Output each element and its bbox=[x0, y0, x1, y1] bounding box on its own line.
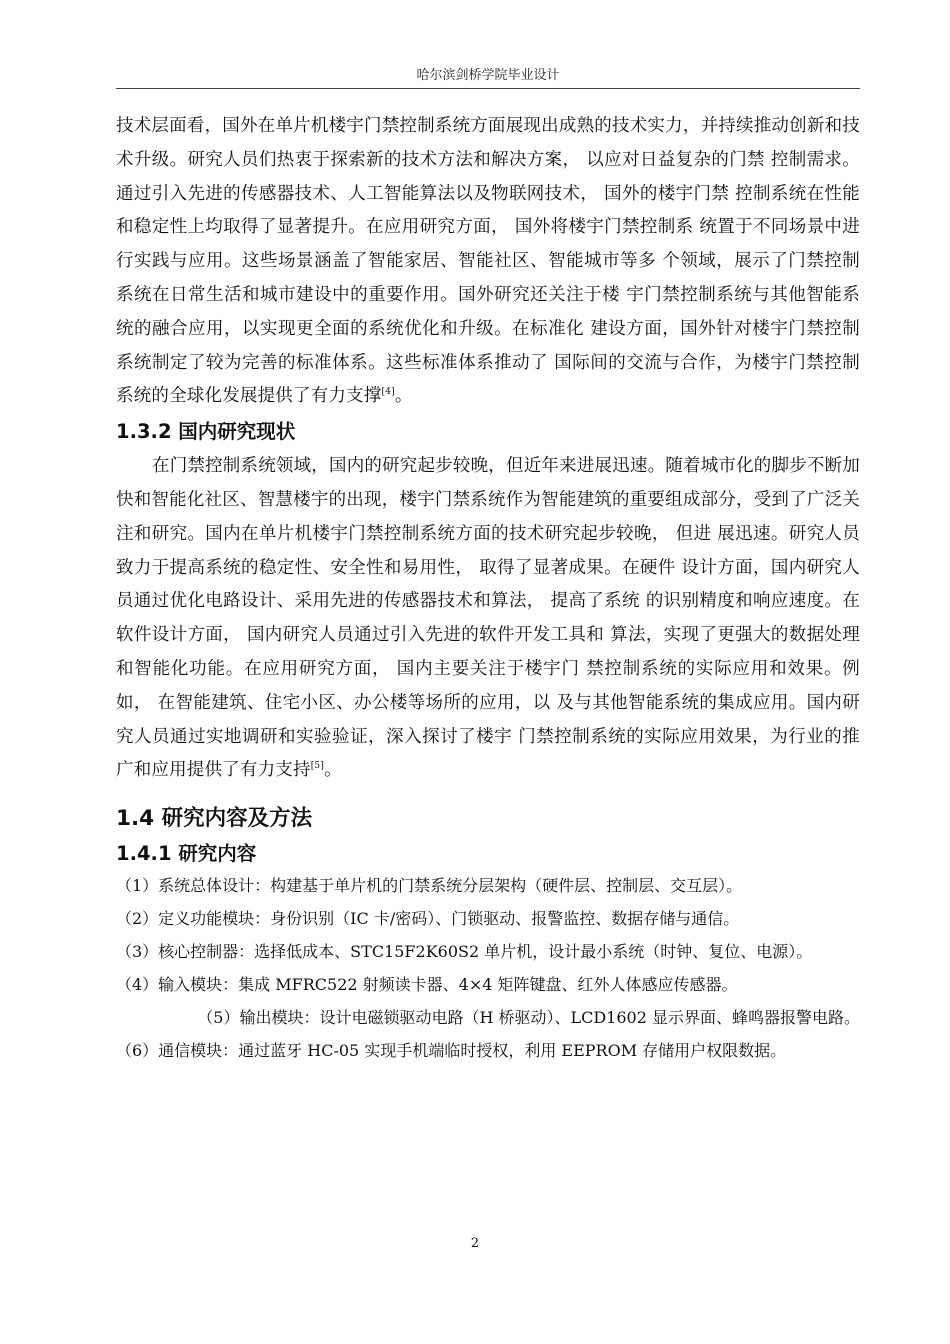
section-heading-1-3-2: 1.3.2 国内研究现状 bbox=[116, 420, 296, 444]
list-item: （4）输入模块：集成 MFRC522 射频读卡器、4×4 矩阵键盘、红外人体感应传感器。 bbox=[116, 975, 738, 995]
section-heading-1-4-1: 1.4.1 研究内容 bbox=[116, 842, 257, 866]
list-item: （3）核心控制器：选择低成本、STC15F2K60S2 单片机，设计最小系统（时钟、复位、电源）。 bbox=[116, 942, 813, 962]
page-body bbox=[116, 110, 860, 1061]
list-item: （6）通信模块：通过蓝牙 HC-05 实现手机端临时授权，利用 EEPROM 存储用户权限数据。 bbox=[116, 1041, 787, 1061]
paragraph-domestic-research bbox=[116, 450, 860, 788]
citation-5[interactable]: [5] bbox=[310, 761, 325, 772]
page-header: 哈尔滨剑桥学院毕业设计 bbox=[416, 68, 560, 83]
paragraph-text: 技术层面看，国外在单片机楼宇门禁控制系统方面展现出成熟的技术实力，并持续推动创新和技术升级。研究人员们热衷于探索新的技术方法和解决方案， 以应对日益复杂的门禁 控制需求。通过引入先进的传感器技术、人工智能算法以及物联网技术， 国外的楼宇门禁 控制系统在性能和稳定性上均取得了显著提升。在应用研究方面， 国外将楼宇门禁控制系 统置于不同场景中进行实践与应用。这些场景涵盖了智能家居、智能社区、智能城市等多 个领域，展示了门禁控制系统在日常生活和城市建设中的重要作用。国外研究还关注于楼 宇门禁控制系统与其他智能系统的融合应用，以实现更全面的系统优化和升级。在标准化 建设方面，国外针对楼宇门禁控制系统制定了较为完善的标准体系。这些标准体系推动了 国际间的交流与合作，为楼宇门禁控制系统的全球化发展提供了有力支撑 bbox=[116, 116, 860, 407]
page-number: 2 bbox=[470, 1236, 480, 1251]
list-item: （5）输出模块：设计电磁锁驱动电路（H 桥驱动）、LCD1602 显示界面、蜂鸣器报警电路。 bbox=[197, 1008, 860, 1028]
list-item: （2）定义功能模块：身份识别（IC 卡/密码）、门锁驱动、报警监控、数据存储与通信。 bbox=[116, 909, 740, 929]
paragraph-end: 。 bbox=[324, 760, 342, 781]
list-item: （1）系统总体设计：构建基于单片机的门禁系统分层架构（硬件层、控制层、交互层）。 bbox=[116, 876, 743, 896]
header-divider bbox=[116, 88, 860, 89]
paragraph-foreign-research bbox=[116, 110, 860, 414]
paragraph-text: 在门禁控制系统领域，国内的研究起步较晚，但近年来进展迅速。随着城市化的脚步不断加快和智能化社区、智慧楼宇的出现，楼宇门禁系统作为智能建筑的重要组成部分，受到了广泛关注和研究。国内在单片机楼宇门禁控制系统方面的技术研究起步较晚， 但进 展迅速。研究人员致力于提高系统的稳定性、安全性和易用性， 取得了显著成果。在硬件 设计方面，国内研究人员通过优化电路设计、采用先进的传感器技术和算法， 提高了系统 的识别精度和响应速度。在软件设计方面， 国内研究人员通过引入先进的软件开发工具和 算法，实现了更强大的数据处理和智能化功能。在应用研究方面， 国内主要关注于楼宇门 禁控制系统的实际应用和效果。例如， 在智能建筑、住宅小区、办公楼等场所的应用，以 及与其他智能系统的集成应用。国内研究人员通过实地调研和实验验证，深入探讨了楼宇 门禁控制系统的实际应用效果，为行业的推广和应用提供了有力支持 bbox=[116, 456, 860, 781]
citation-4[interactable]: [4] bbox=[381, 387, 395, 398]
section-heading-1-4: 1.4 研究内容及方法 bbox=[116, 806, 313, 832]
paragraph-end: 。 bbox=[394, 386, 413, 407]
